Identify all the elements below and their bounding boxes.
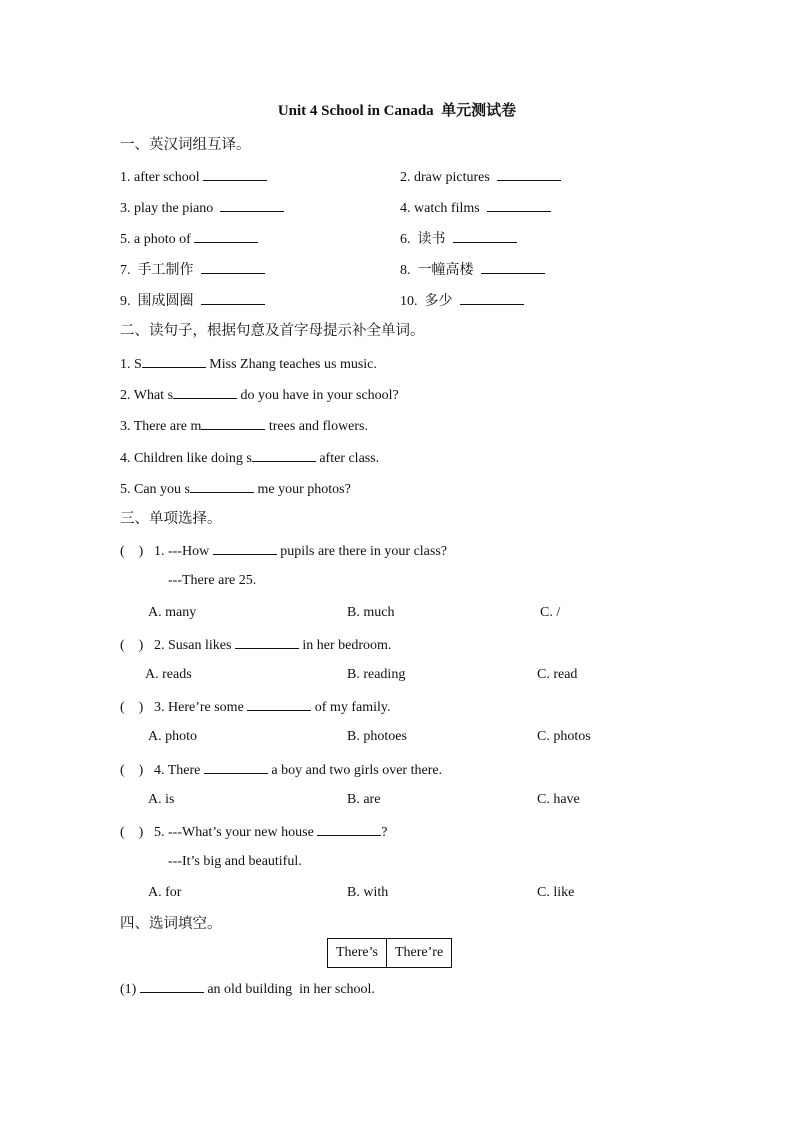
option-c[interactable]: C. have bbox=[537, 792, 580, 807]
word-bank bbox=[327, 938, 452, 968]
section-3-heading: 三、单项选择。 bbox=[120, 511, 222, 527]
sentence-text: do you have in your school? bbox=[237, 388, 399, 403]
question-text: in her bedroom. bbox=[298, 638, 392, 653]
sentence-item-1 bbox=[120, 354, 377, 374]
sentence-item-4 bbox=[120, 448, 379, 468]
option-c[interactable]: C. photos bbox=[537, 729, 591, 744]
mc-question-1 bbox=[120, 541, 447, 561]
section-4-heading: 四、选词填空。 bbox=[120, 916, 222, 932]
answer-blank[interactable] bbox=[173, 385, 237, 399]
vocab-item-text: 3. play the piano bbox=[120, 201, 214, 216]
answer-paren[interactable]: ( ) bbox=[120, 700, 144, 715]
option-a[interactable]: A. reads bbox=[145, 667, 192, 682]
page-title: Unit 4 School in Canada 单元测试卷 bbox=[277, 103, 517, 119]
answer-blank[interactable] bbox=[140, 979, 204, 993]
answer-blank[interactable] bbox=[201, 260, 265, 274]
option-a[interactable]: A. photo bbox=[148, 729, 197, 744]
vocab-item-number: 7. bbox=[120, 263, 131, 278]
option-b[interactable]: B. with bbox=[347, 885, 389, 900]
question-reply: ---It’s big and beautiful. bbox=[168, 854, 302, 869]
answer-blank[interactable] bbox=[481, 260, 545, 274]
answer-paren[interactable]: ( ) bbox=[120, 544, 144, 559]
question-text: a boy and two girls over there. bbox=[267, 763, 443, 778]
answer-blank[interactable] bbox=[201, 291, 265, 305]
mc-question-3 bbox=[120, 697, 390, 717]
mc-question-5 bbox=[120, 822, 388, 842]
vocab-item-text: 5. a photo of bbox=[120, 232, 191, 247]
sentence-item-5 bbox=[120, 479, 351, 499]
answer-paren[interactable]: ( ) bbox=[120, 638, 144, 653]
answer-paren[interactable]: ( ) bbox=[120, 763, 144, 778]
option-b[interactable]: B. much bbox=[347, 605, 395, 620]
vocab-item-text: 多少 bbox=[424, 293, 453, 309]
vocab-item-3 bbox=[120, 198, 284, 218]
question-text: ? bbox=[381, 825, 388, 840]
question-text: pupils are there in your class? bbox=[276, 544, 447, 559]
answer-blank[interactable] bbox=[252, 448, 316, 462]
answer-blank[interactable] bbox=[487, 198, 551, 212]
answer-blank[interactable] bbox=[213, 541, 277, 555]
sentence-text: after class. bbox=[315, 451, 380, 466]
option-c[interactable]: C. like bbox=[537, 885, 575, 900]
sentence-text: 3. There are m bbox=[120, 419, 202, 434]
answer-blank[interactable] bbox=[453, 229, 517, 243]
sentence-text: 4. Children like doing s bbox=[120, 451, 252, 466]
answer-paren[interactable]: ( ) bbox=[120, 825, 144, 840]
sentence-text: me your photos? bbox=[254, 482, 351, 497]
vocab-item-10 bbox=[400, 291, 524, 311]
option-a[interactable]: A. many bbox=[148, 605, 197, 620]
answer-blank[interactable] bbox=[497, 167, 561, 181]
answer-blank[interactable] bbox=[203, 167, 267, 181]
sentence-text: Miss Zhang teaches us music. bbox=[205, 357, 377, 372]
vocab-item-text: 一幢高楼 bbox=[417, 262, 474, 278]
sentence-text: 5. Can you s bbox=[120, 482, 190, 497]
question-text: of my family. bbox=[311, 700, 391, 715]
vocab-item-text: 2. draw pictures bbox=[400, 170, 490, 185]
vocab-item-text: 1. after school bbox=[120, 170, 200, 185]
sentence-item-3 bbox=[120, 416, 368, 436]
option-b[interactable]: B. reading bbox=[347, 667, 406, 682]
sentence-text: 1. S bbox=[120, 357, 142, 372]
option-a[interactable]: A. is bbox=[148, 792, 175, 807]
answer-blank[interactable] bbox=[247, 697, 311, 711]
vocab-item-2 bbox=[400, 167, 561, 187]
sentence-text: trees and flowers. bbox=[265, 419, 369, 434]
vocab-item-7 bbox=[120, 260, 265, 280]
answer-blank[interactable] bbox=[235, 635, 299, 649]
vocab-item-1 bbox=[120, 167, 267, 187]
question-number: (1) bbox=[120, 982, 140, 997]
question-text: 4. There bbox=[154, 763, 204, 778]
question-text: 2. Susan likes bbox=[154, 638, 235, 653]
vocab-item-number: 9. bbox=[120, 294, 131, 309]
vocab-item-text: 4. watch films bbox=[400, 201, 480, 216]
option-a[interactable]: A. for bbox=[148, 885, 182, 900]
answer-blank[interactable] bbox=[201, 416, 265, 430]
question-reply: ---There are 25. bbox=[168, 573, 257, 588]
option-c[interactable]: C. read bbox=[537, 667, 578, 682]
vocab-item-text: 手工制作 bbox=[137, 262, 194, 278]
question-text: an old building in her school. bbox=[203, 982, 375, 997]
mc-question-2 bbox=[120, 635, 391, 655]
vocab-item-number: 10. bbox=[400, 294, 418, 309]
option-b[interactable]: B. are bbox=[347, 792, 381, 807]
answer-blank[interactable] bbox=[317, 822, 381, 836]
word-bank-option[interactable]: There’re bbox=[386, 939, 451, 967]
question-text: 5. ---What’s your new house bbox=[154, 825, 318, 840]
option-b[interactable]: B. photoes bbox=[347, 729, 407, 744]
vocab-item-number: 8. bbox=[400, 263, 411, 278]
answer-blank[interactable] bbox=[194, 229, 258, 243]
option-c[interactable]: C. / bbox=[540, 605, 561, 620]
question-text: 1. ---How bbox=[154, 544, 213, 559]
section-1-heading: 一、英汉词组互译。 bbox=[120, 137, 251, 153]
vocab-item-number: 6. bbox=[400, 232, 411, 247]
answer-blank[interactable] bbox=[190, 479, 254, 493]
answer-blank[interactable] bbox=[142, 354, 206, 368]
question-text: 3. Here’re some bbox=[154, 700, 248, 715]
answer-blank[interactable] bbox=[204, 760, 268, 774]
vocab-item-8 bbox=[400, 260, 545, 280]
vocab-item-text: 读书 bbox=[417, 231, 446, 247]
vocab-item-4 bbox=[400, 198, 551, 218]
fill-question-1 bbox=[120, 979, 375, 999]
answer-blank[interactable] bbox=[220, 198, 284, 212]
answer-blank[interactable] bbox=[460, 291, 524, 305]
sentence-text: 2. What s bbox=[120, 388, 174, 403]
vocab-item-text: 围成圆圈 bbox=[137, 293, 194, 309]
sentence-item-2 bbox=[120, 385, 399, 405]
section-2-heading: 二、读句子，根据句意及首字母提示补全单词。 bbox=[120, 323, 425, 339]
vocab-item-6 bbox=[400, 229, 517, 249]
mc-question-4 bbox=[120, 760, 442, 780]
vocab-item-5 bbox=[120, 229, 258, 249]
vocab-item-9 bbox=[120, 291, 265, 311]
word-bank-option[interactable]: There’s bbox=[336, 945, 378, 960]
